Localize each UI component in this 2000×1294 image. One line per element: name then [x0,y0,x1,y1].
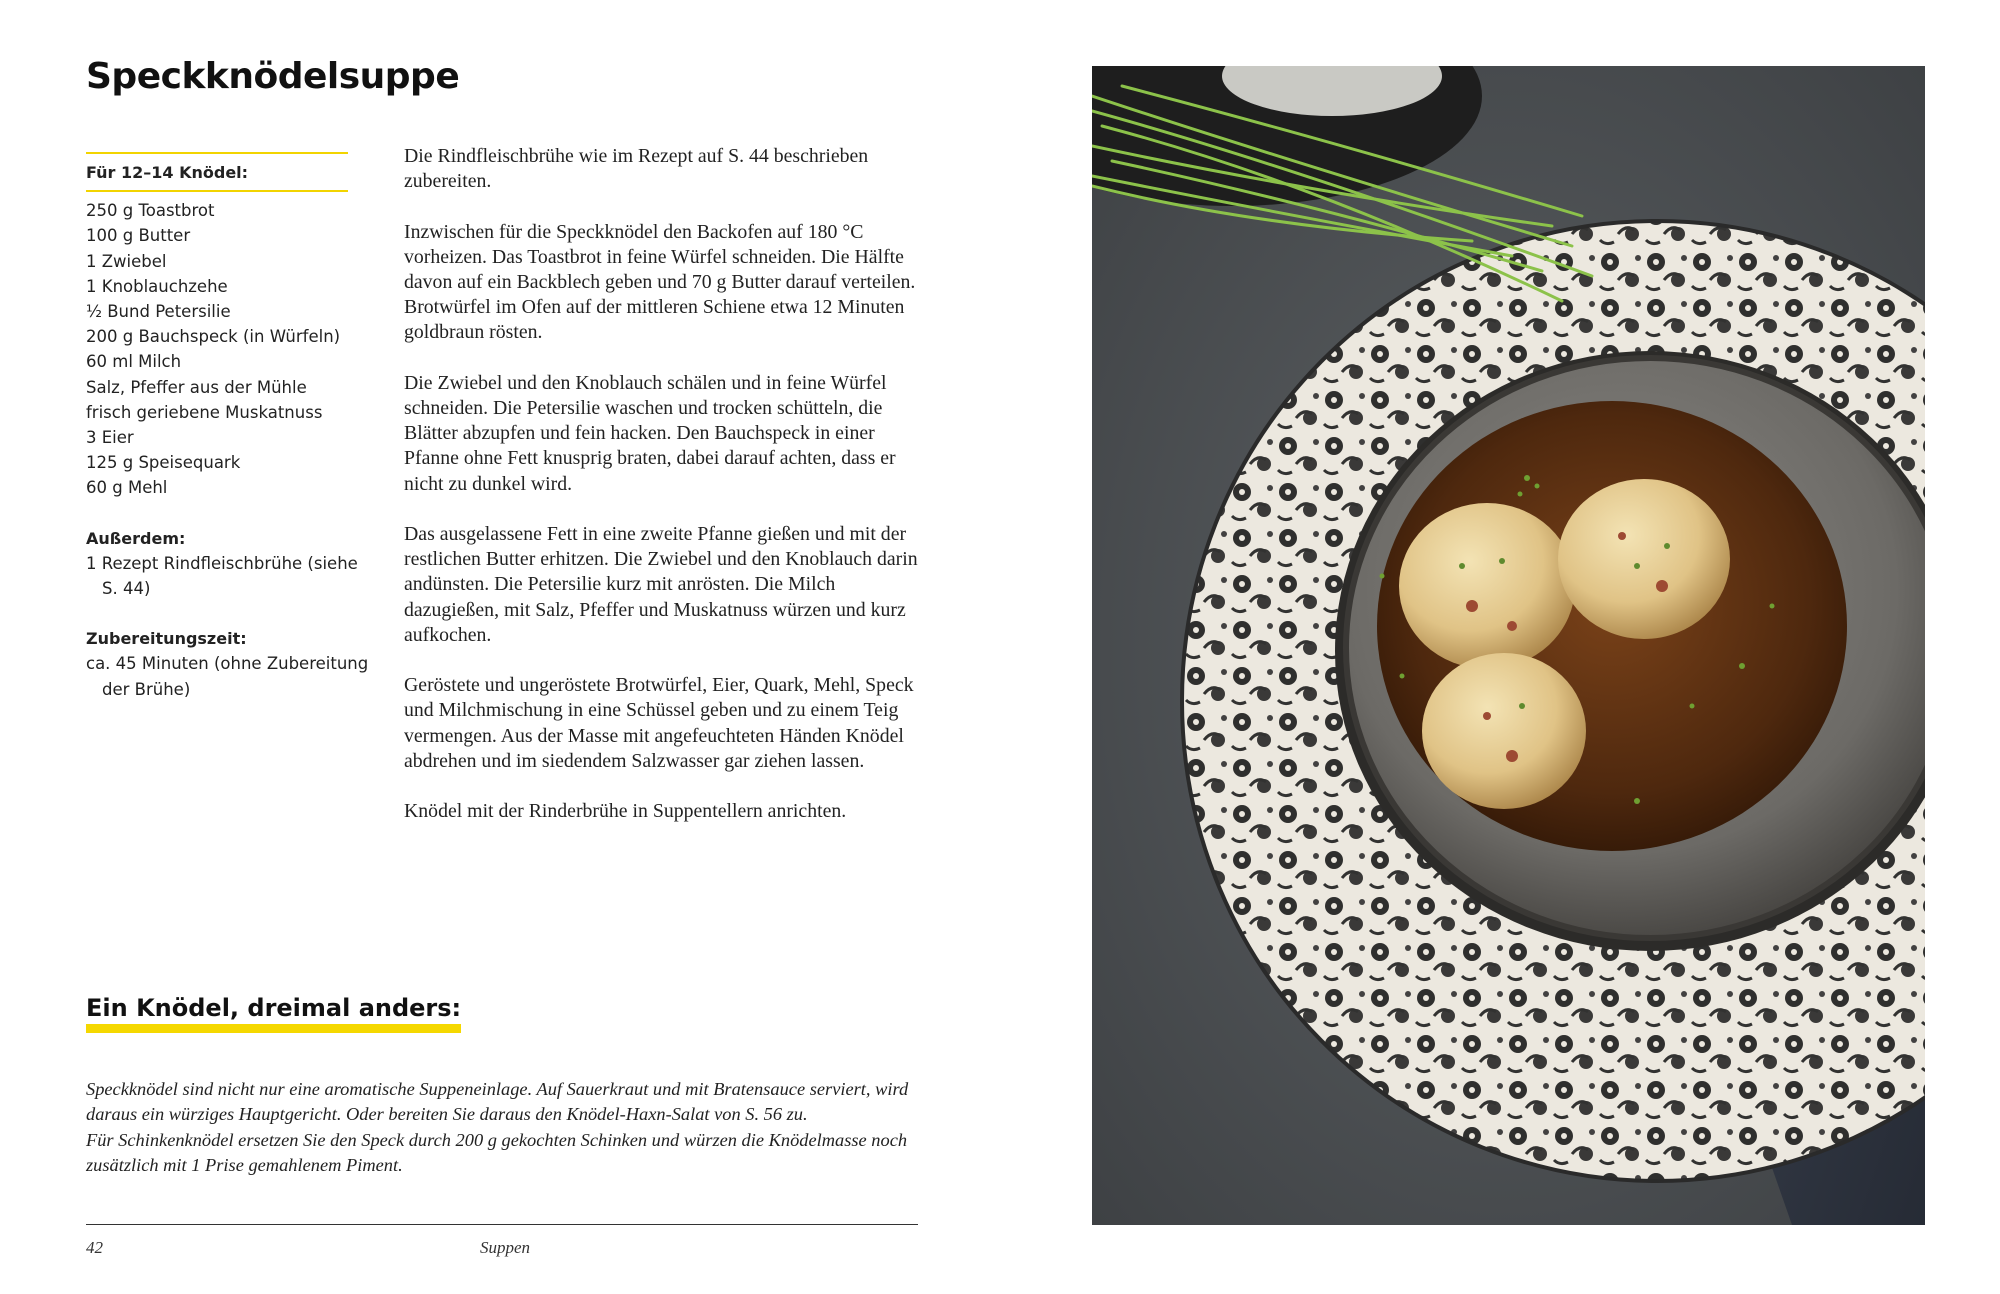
ingredient-item: 3 Eier [86,428,134,448]
method-step: Die Rindfleischbrühe wie im Rezept auf S. 44 beschrieben zubereiten. [404,145,869,193]
ingredient-item: 60 g Mehl [86,478,168,498]
tip-heading: Ein Knödel, dreimal anders: [86,994,461,1033]
ingredient-item: 1 Zwiebel [86,251,167,271]
ingredient-item: ½ Bund Petersilie [86,302,231,322]
extra-heading: Außerdem: [86,528,186,548]
time-heading: Zubereitungszeit: [86,629,247,649]
page-number: 42 [86,1238,103,1257]
method-step: Das ausgelassene Fett in eine zweite Pfanne gießen und mit der restlichen Butter erhitzen. Die Zwiebel und den Knoblauch darin andünsten. Die Petersilie kurz mit anrösten. Die Milch dazugießen, mit Salz, Pfeffer und Muskatnuss würzen und kurz aufkochen. [404,523,918,646]
ingredient-item: 100 g Butter [86,226,191,246]
method-step: Knödel mit der Rinderbrühe in Suppentellern anrichten. [404,800,847,823]
extra-item: 1 Rezept Rindfleischbrühe (siehe S. 44) [86,553,358,599]
yield-box [86,152,348,192]
method-text [404,144,924,850]
recipe-title: Speckknödelsuppe [86,56,460,97]
ingredient-item: 200 g Bauchspeck (in Würfeln) [86,327,341,347]
yield-label: Für 12–14 Knödel: [86,163,249,182]
ingredient-item: 1 Knoblauchzehe [86,276,228,296]
ingredient-item: 125 g Speisequark [86,453,241,473]
method-step: Geröstete und ungeröstete Brotwürfel, Eier, Quark, Mehl, Speck und Milchmischung in eine Schüssel geben und zu einem Teig vermengen. Aus der Masse mit angefeuchteten Händen Knödel abdrehen und im siedendem Salzwasser gar ziehen lassen. [404,674,914,772]
method-step: Inzwischen für die Speckknödel den Backofen auf 180 °C vorheizen. Das Toastbrot in feine Würfel schneiden. Die Hälfte davon auf ein Backblech geben und 70 g Butter darauf verteilen. Brotwürfel im Ofen auf der mittleren Schiene etwa 12 Minuten goldbraun rösten. [404,220,916,344]
dumpling-soup-illustration [1092,66,1925,1225]
tip-paragraph: Für Schinkenknödel ersetzen Sie den Speck durch 200 g gekochten Schinken und würzen die Knödelmasse noch zusätzlich mit 1 Prise gemahlenem Piment. [86,1129,908,1175]
running-head: Suppen [480,1238,531,1257]
ingredient-item: Salz, Pfeffer aus der Mühle [86,377,307,397]
time-value: ca. 45 Minuten (ohne Zubereitung der Brühe) [86,654,369,699]
ingredients-panel [86,152,376,702]
dish-photo [1092,66,1925,1225]
method-step: Die Zwiebel und den Knoblauch schälen und in feine Würfel schneiden. Die Petersilie waschen und trocken schütteln, die Blätter abzupfen und fein hacken. Den Bauchspeck in einer Pfanne ohne Fett knusprig braten, dabei darauf achten, dass er nicht zu dunkel wird. [404,371,896,495]
tip-text [86,1077,931,1178]
ingredient-item: 250 g Toastbrot [86,201,215,221]
footer-rule [86,1224,918,1225]
tip-paragraph: Speckknödel sind nicht nur eine aromatische Suppeneinlage. Auf Sauerkraut und mit Bratensauce serviert, wird daraus ein würziges Hauptgericht. Oder bereiten Sie daraus den Knödel-Haxn-Salat von S. 56 zu. [86,1079,909,1125]
ingredient-list [86,198,376,500]
ingredient-item: frisch geriebene Muskatnuss [86,402,323,422]
ingredient-item: 60 ml Milch [86,352,182,372]
